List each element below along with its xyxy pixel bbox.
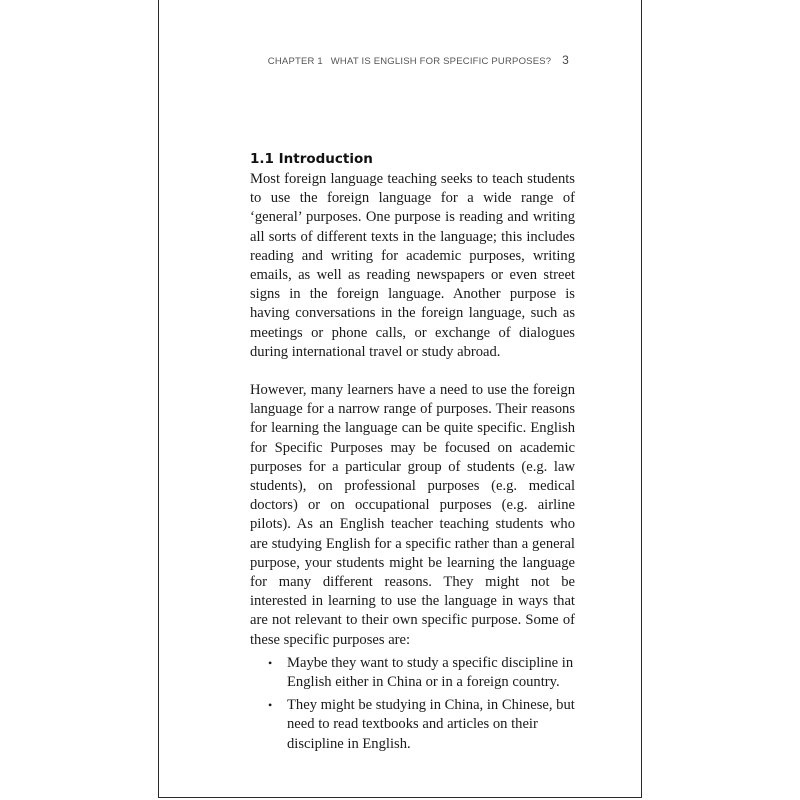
page-content [250,148,575,754]
paragraph-1: Most foreign language teaching seeks to teach students to use the foreign language for a wide range of ‘general’ purposes. One purpose is reading and writing all sorts of different texts in the language; this includes reading and writing for academic purposes, writing emails, as well as reading newspapers or even street signs in the foreign language. Another purpose is having conversations in the foreign language, such as meetings or phone calls, or exchange of dialogues during international travel or study abroad. [250,171,575,360]
page-number: 3 [562,53,569,67]
running-header [268,53,569,67]
bullet-dot-icon: • [268,655,273,670]
paragraph-2: However, many learners have a need to use the foreign language for a narrow range of purposes. Their reasons for learning the language can be quite specific. English for Specific Purposes may be focused on academic purposes for a particular group of students (e.g. law students), on professional purposes (e.g. medical doctors) or on occupational purposes (e.g. airline pilots). As an English teacher teaching students who are studying English for a specific rather than a general purpose, your students might be learning the language for many different reasons. They might not be interested in learning to use the language in ways that are not relevant to their own specific purpose. Some of these specific purposes are: [250,382,575,648]
bullet-text-2: They might be studying in China, in Chinese, but need to read textbooks and articles on their discipline in English. [287,697,575,752]
bullet-item-1 [268,654,575,692]
book-page [158,0,642,798]
chapter-label: CHAPTER 1 [267,56,323,67]
bullet-item-2 [268,696,575,754]
bullet-list [250,654,575,754]
bullet-dot-icon: • [268,698,273,713]
section-heading: 1.1 Introduction [250,151,373,167]
chapter-title: WHAT IS ENGLISH FOR SPECIFIC PURPOSES? [330,56,552,67]
bullet-text-1: Maybe they want to study a specific discipline in English either in China or in a foreign country. [287,654,574,691]
